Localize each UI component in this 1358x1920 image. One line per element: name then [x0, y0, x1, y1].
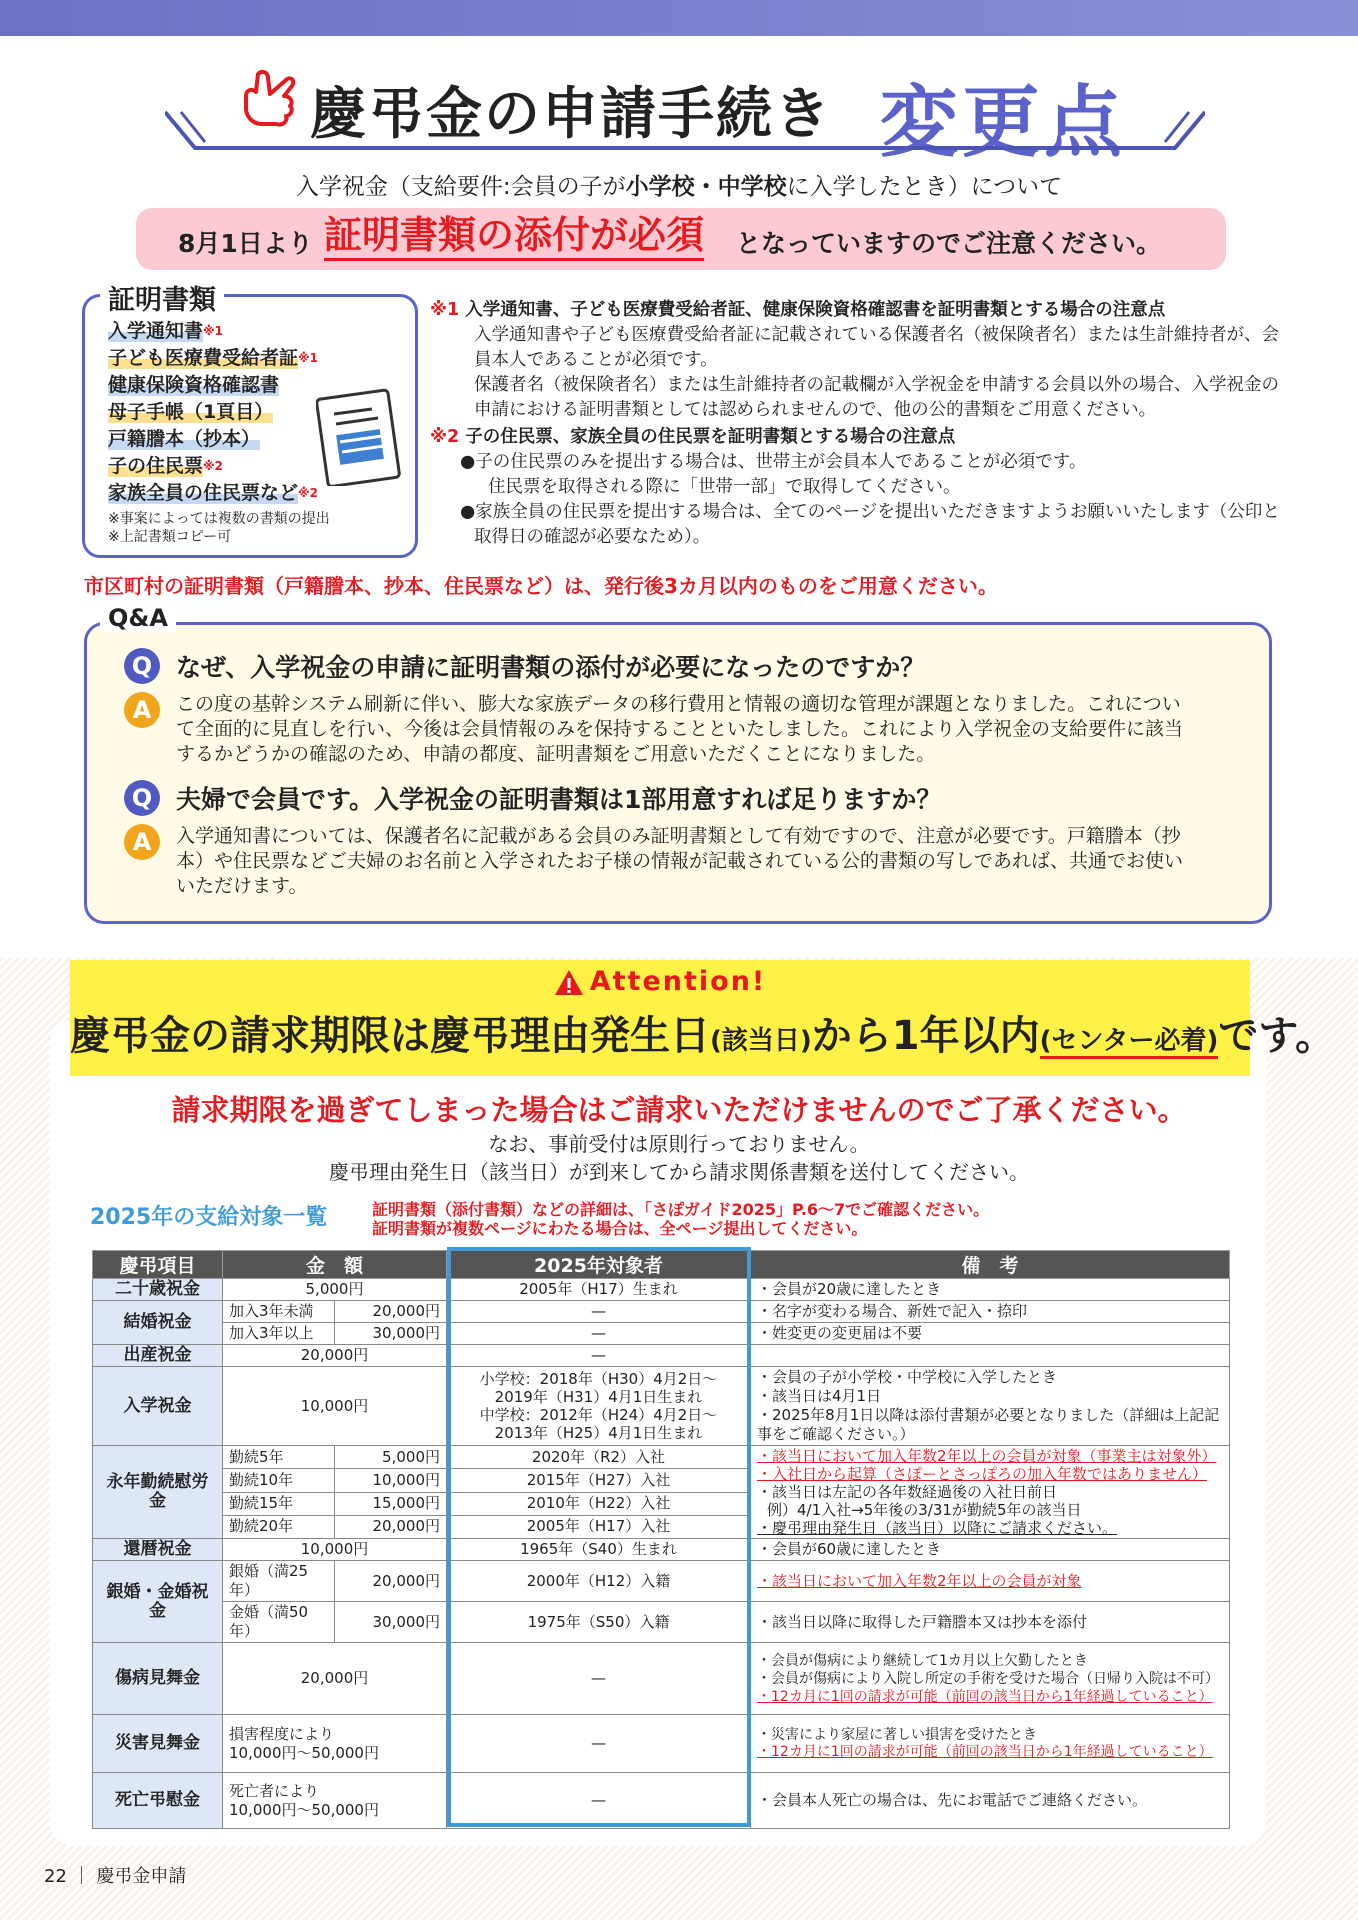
table-row: 入学祝金 10,000円 小学校：2018年（H30）4月2日～ 2019年（H31）4月1日生まれ 中学校：2012年（H24）4月2日～ 2013年（H25）4月1日生まれ ・会員の子が小学校・中学校に入学したとき ・該当日は4月1日 ・2025年8月1日以降は添付書類が必要となりました（詳細は上記記事をご確認ください。）	[93, 1367, 1230, 1446]
answer-badge-icon: A	[124, 692, 160, 728]
table-header: 慶弔項目 金 額 2025年対象者 備 考	[93, 1251, 1230, 1279]
table-row: 勤続10年 10,000円 2015年（H27）入社	[93, 1469, 1230, 1492]
table-row: 永年勤続慰労金 勤続5年 5,000円 2020年（R2）入社 ・該当日において加入年数2年以上の会員が対象（事業主は対象外） ・入社日から起算（さぽーとさっぽろの加入年数ではありません） ・該当日は左記の各年数経過後の入社日前日 例）4/1入社→5年後の3/31が勤続5年の該当日 ・慶弔理由発生日（該当日）以降にご請求ください。	[93, 1446, 1230, 1469]
table-row: 勤続15年 15,000円 2010年（H22）入社	[93, 1492, 1230, 1515]
page-title-accent: 変更点	[880, 78, 1127, 168]
document-item: 子ども医療費受給者証$^{※1}$	[108, 347, 319, 369]
note2-bullet: ●家族全員の住民票を提出する場合は、全てのページを提出いただきますようお願いいたします（公印と取得日の確認が必要なため）。	[460, 502, 1280, 547]
document-item: 子の住民票$^{※2}$	[108, 455, 224, 477]
warning-icon	[554, 969, 584, 996]
note2-bullet-cont: 住民票を取得される際に「世帯一部」で取得してください。	[488, 477, 961, 497]
deadline-info: なお、事前受付は原則行っておりません。 慶弔理由発生日（該当日）が到来してから請求関係書類を送付してください。	[329, 1132, 1029, 1184]
table-row: 還暦祝金 10,000円 1965年（S40）生まれ ・会員が60歳に達したとき	[93, 1539, 1230, 1561]
question-badge-icon: Q	[124, 648, 160, 684]
benefits-table	[92, 1250, 1230, 1829]
list-title: 2025年の支給対象一覧	[90, 1205, 328, 1230]
deadline-warning: 請求期限を過ぎてしまった場合はご請求いただけませんのでご了承ください。	[171, 1093, 1187, 1127]
document-item: 健康保険資格確認書	[108, 374, 280, 396]
attention-heading: Attention!	[70, 966, 1250, 997]
document-item: 戸籍謄本（抄本）	[108, 428, 261, 450]
documents-list	[108, 318, 318, 507]
note1-body: 保護者名（被保険者名）または生計維持者の記載欄が入学祝金を申請する会員以外の場合、入学祝金の申請における証明書類としては認められませんので、他の公的書類をご用意ください。	[474, 375, 1279, 420]
note2-heading: ※2 子の住民票、家族全員の住民票を証明書類とする場合の注意点	[430, 427, 956, 447]
page-number: 22	[44, 1866, 67, 1887]
page-title: 慶弔金の申請手続き	[310, 82, 832, 147]
document-item: 家族全員の住民票など$^{※2}$	[108, 482, 319, 504]
table-row: 金婚（満50年） 30,000円 1975年（S50）入籍 ・該当日以降に取得した戸籍謄本又は抄本を添付	[93, 1602, 1230, 1643]
notice-tail: となっていますのでご注意ください。	[736, 229, 1162, 258]
attention-main: 慶弔金の請求期限は慶弔理由発生日(該当日)から1年以内(センター必着)です。	[70, 1013, 1336, 1059]
document-item: 入学通知書$^{※1}$	[108, 320, 224, 342]
answer-badge-icon: A	[124, 824, 160, 860]
subtitle: 入学祝金（支給要件:会員の子が小学校・中学校に入学したとき）について	[295, 174, 1063, 200]
table-row: 傷病見舞金 20,000円 — ・会員が傷病により継続して1カ月以上欠勤したとき ・会員が傷病により入院し所定の手術を受けた場合（日帰り入院は不可） ・12カ月に1回の請求が可能（前回の該当日から1年経過していること）	[93, 1643, 1230, 1715]
question-badge-icon: Q	[124, 780, 160, 816]
notice-emphasis: 証明書類の添付が必須	[324, 212, 704, 261]
table-row: 二十歳祝金 5,000円 2005年（H17）生まれ ・会員が20歳に達したとき	[93, 1279, 1230, 1301]
table-row: 加入3年以上 30,000円 — ・姓変更の変更届は不要	[93, 1323, 1230, 1345]
attention-banner	[70, 960, 1336, 1076]
documents-title: 証明書類	[100, 278, 224, 317]
note1-heading: ※1 入学通知書、子ども医療費受給者証、健康保険資格確認書を証明書類とする場合の注意点	[430, 300, 1166, 320]
notes-section	[430, 298, 1280, 550]
table-row: 結婚祝金 加入3年未満 20,000円 — ・名字が変わる場合、新姓で記入・捺印	[93, 1301, 1230, 1323]
notice-date: 8月1日より	[178, 229, 313, 258]
footer-section: 慶弔金申請	[96, 1866, 187, 1887]
document-icon	[316, 386, 404, 486]
documents-notes: ※事案によっては複数の書類の提出 ※上記書類コピー可	[108, 511, 330, 545]
table-row: 災害見舞金 損害程度により 10,000円～50,000円 — ・災害により家屋に著しい損害を受けたとき ・12カ月に1回の請求が可能（前回の該当日から1年経過していること）	[93, 1715, 1230, 1773]
table-row: 勤続20年 20,000円 2005年（H17）入社	[93, 1515, 1230, 1538]
table-row: 銀婚・金婚祝金 銀婚（満25年） 20,000円 2000年（H12）入籍 ・該当日において加入年数2年以上の会員が対象	[93, 1561, 1230, 1602]
list-note: 証明書類（添付書類）などの詳細は、「さぽガイド2025」P.6～7でご確認ください。 証明書類が複数ページにわたる場合は、全ページ提出してください。	[372, 1200, 990, 1238]
table-row: 出産祝金 20,000円 —	[93, 1345, 1230, 1367]
table-row: 死亡弔慰金 死亡者により 10,000円～50,000円 — ・会員本人死亡の場合は、先にお電話でご連絡ください。	[93, 1773, 1230, 1829]
qa-title: Q&A	[100, 604, 176, 632]
document-item: 母子手帳（1頁目）	[108, 401, 274, 423]
top-banner	[0, 0, 1358, 36]
page-footer: 22 ｜ 慶弔金申請	[44, 1866, 187, 1887]
notice-banner	[136, 208, 1226, 270]
note1-body: 入学通知書や子ども医療費受給者証に記載されている保護者名（被保険者名）または生計維持者が、会員本人であることが必須です。	[474, 325, 1279, 370]
note2-bullet: ●子の住民票のみを提出する場合は、世帯主が会員本人であることが必須です。	[460, 452, 1087, 472]
red-notice: 市区町村の証明書類（戸籍謄本、抄本、住民票など）は、発行後3カ月以内のものをご用意ください。	[84, 574, 998, 598]
title-underline	[165, 108, 1205, 154]
